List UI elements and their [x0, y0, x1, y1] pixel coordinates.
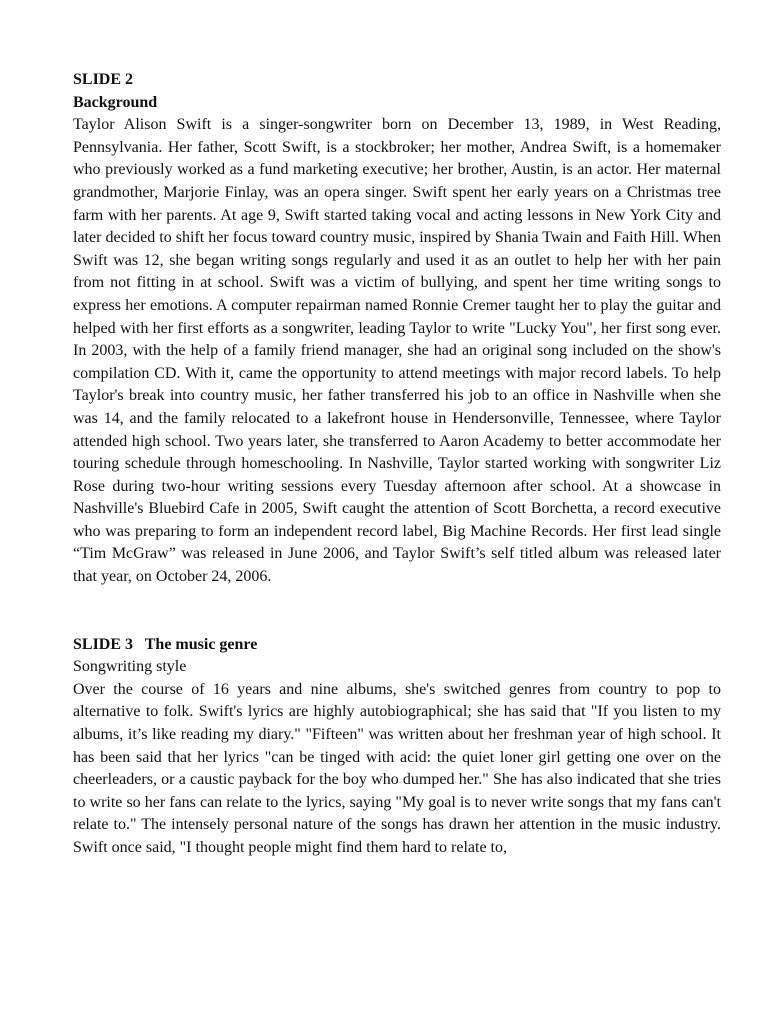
slide-3-subheading: Songwriting style — [73, 658, 187, 676]
slide-2-section — [73, 69, 721, 589]
slide-3-heading: The music genre — [144, 635, 258, 653]
slide-3-body: Over the course of 16 years and nine albums, she's switched genres from country to pop to alternative to folk. Swift's lyrics are highly autobiographical; she has said that "If you listen to my albums, it’s like reading my diary." "Fifteen" was written about her freshman year of high school. It has been said that her lyrics "can be tinged with acid: the quiet loner girl getting one over on the cheerleaders, or a caustic payback for the boy who dumped her." She has also indicated that she tries to write so her fans can relate to the lyrics, saying "My goal is to never write songs that my fans can't relate to." The intensely personal nature of the songs has drawn her attention in the music industry. Swift once said, "I thought people might find them hard to relate to, — [73, 680, 721, 856]
slide-2-heading: Background — [73, 93, 158, 111]
slide-3-title-line — [73, 634, 721, 657]
slide-2-body: Taylor Alison Swift is a singer-songwriter born on December 13, 1989, in West Reading, Pennsylvania. Her father, Scott Swift, is a stockbroker; her mother, Andrea Swift, is a homemaker who previously worked as a fund marketing executive; her brother, Austin, is an actor. Her maternal grandmother, Marjorie Finlay, was an opera singer. Swift spent her early years on a Christmas tree farm with her parents. At age 9, Swift started taking vocal and acting lessons in New York City and later decided to shift her focus toward country music, inspired by Shania Twain and Faith Hill. When Swift was 12, she began writing songs regularly and used it as an outlet to help her with her pain from not fitting in at school. Swift was a victim of bullying, and spent her time writing songs to express her emotions. A computer repairman named Ronnie Cremer taught her to play the guitar and helped with her first efforts as a songwriter, leading Taylor to write "Lucky You", her first song ever. In 2003, with the help of a family friend manager, she had an original song included on the show's compilation CD. With it, came the opportunity to attend meetings with major record labels. To help Taylor's break into country music, her father transferred his job to an office in Nashville when she was 14, and the family relocated to a lakefront house in Hendersonville, Tennessee, where Taylor attended high school. Two years later, she transferred to Aaron Academy to better accommodate her touring schedule through homeschooling. In Nashville, Taylor started working with songwriter Liz Rose during two-hour writing sessions every Tuesday afternoon after school. At a showcase in Nashville's Bluebird Cafe in 2005, Swift caught the attention of Scott Borchetta, a record executive who was preparing to form an independent record label, Big Machine Records. Her first lead single “Tim McGraw” was released in June 2006, and Taylor Swift’s self titled album was released later that year, on October 24, 2006. — [73, 116, 721, 586]
slide-3-section — [73, 634, 721, 860]
slide-2-label: SLIDE 2 — [73, 71, 134, 88]
slide-3-label: SLIDE 3 — [73, 635, 134, 653]
document-page — [73, 69, 721, 860]
section-spacer — [73, 589, 721, 634]
